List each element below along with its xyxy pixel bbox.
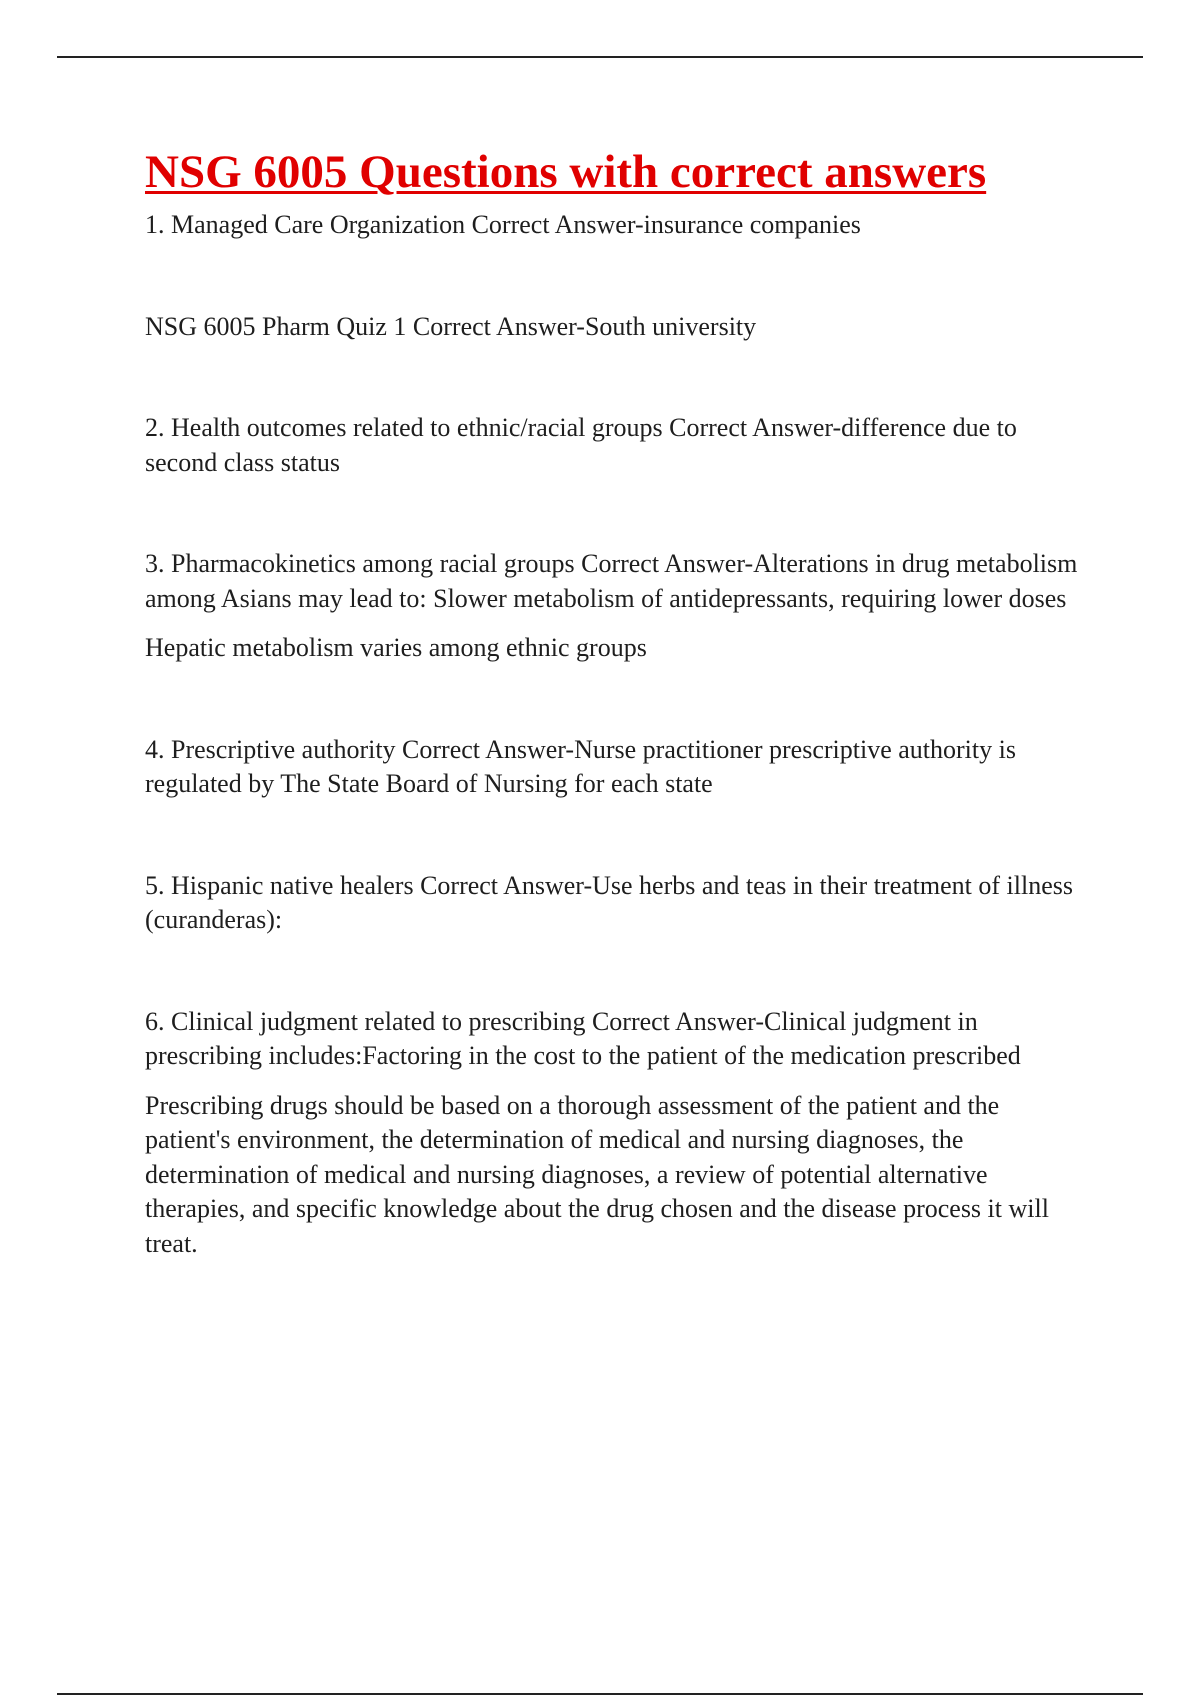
paragraph-3: 2. Health outcomes related to ethnic/racial groups Correct Answer-difference due to second class status: [145, 413, 1017, 477]
paragraph-7: 5. Hispanic native healers Correct Answer-Use herbs and teas in their treatment of illness (curanderas):: [145, 870, 1073, 934]
paragraph-1: 1. Managed Care Organization Correct Answer-insurance companies: [145, 210, 861, 239]
paragraph-6: 4. Prescriptive authority Correct Answer-Nurse practitioner prescriptive authority is regulated by The State Board of Nursing for each state: [145, 734, 1016, 798]
paragraph-9: Prescribing drugs should be based on a thorough assessment of the patient and the patient's environment, the determination of medical and nursing diagnoses, the determination of medical and nursing diagnoses, a review of potential alternative therapies, and specific knowledge about the drug chosen and the disease process it will treat.: [145, 1090, 1049, 1258]
document-body: [145, 140, 1085, 1261]
header-rule: [57, 56, 1143, 58]
paragraph-2: NSG 6005 Pharm Quiz 1 Correct Answer-South university: [145, 311, 757, 341]
footer-rule: [57, 1693, 1143, 1695]
document-title: NSG 6005 Questions with correct answers: [145, 146, 987, 198]
paragraph-8: 6. Clinical judgment related to prescribing Correct Answer-Clinical judgment in prescribing includes:Factoring in the cost to the patient of the medication prescribed: [145, 1006, 1021, 1070]
paragraph-4: 3. Pharmacokinetics among racial groups Correct Answer-Alterations in drug metabolism among Asians may lead to: Slower metabolism of antidepressants, requiring lower doses: [145, 549, 1078, 613]
paragraph-5: Hepatic metabolism varies among ethnic groups: [145, 633, 647, 662]
